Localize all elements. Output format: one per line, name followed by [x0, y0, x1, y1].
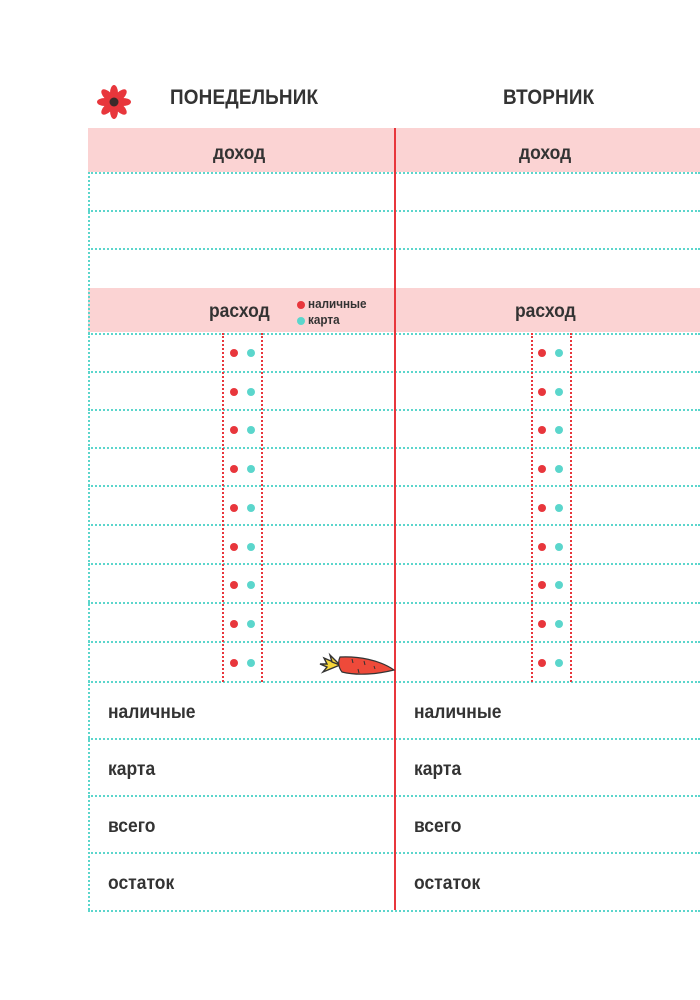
cash-marker[interactable]: [538, 504, 546, 512]
card-marker[interactable]: [247, 504, 255, 512]
left-border: [88, 172, 90, 910]
cash-marker[interactable]: [230, 504, 238, 512]
card-marker[interactable]: [555, 581, 563, 589]
cash-marker[interactable]: [538, 581, 546, 589]
card-marker[interactable]: [247, 659, 255, 667]
cash-marker[interactable]: [230, 426, 238, 434]
cash-marker[interactable]: [538, 659, 546, 667]
cash-marker[interactable]: [230, 620, 238, 628]
cash-marker[interactable]: [230, 543, 238, 551]
cash-marker[interactable]: [538, 620, 546, 628]
cash-marker[interactable]: [538, 426, 546, 434]
expense-label-tuesday: расход: [515, 301, 576, 322]
cash-marker[interactable]: [538, 465, 546, 473]
income-label-tuesday: доход: [519, 143, 572, 164]
summary-cash-tuesday: наличные: [414, 702, 502, 723]
carrot-icon: [318, 652, 396, 678]
cash-marker[interactable]: [230, 349, 238, 357]
summary-card-tuesday: карта: [414, 759, 462, 780]
cash-marker[interactable]: [230, 659, 238, 667]
legend-cash-label: наличные: [308, 296, 367, 311]
marker-column-border: [261, 333, 263, 682]
marker-column-border: [222, 333, 224, 682]
card-marker[interactable]: [247, 465, 255, 473]
card-marker[interactable]: [555, 388, 563, 396]
day-title-tuesday: ВТОРНИК: [503, 86, 595, 109]
legend-card-dot: [297, 317, 305, 325]
summary-remainder-tuesday: остаток: [414, 873, 481, 894]
summary-line: [88, 910, 700, 912]
marker-column-border: [570, 333, 572, 682]
card-marker[interactable]: [247, 620, 255, 628]
card-marker[interactable]: [555, 543, 563, 551]
summary-cash-monday: наличные: [108, 702, 196, 723]
card-marker[interactable]: [555, 504, 563, 512]
expense-label-monday: расход: [209, 301, 270, 322]
income-label-monday: доход: [213, 143, 266, 164]
marker-column-border: [531, 333, 533, 682]
card-marker[interactable]: [247, 581, 255, 589]
card-marker[interactable]: [555, 426, 563, 434]
cash-marker[interactable]: [230, 581, 238, 589]
flower-icon: [96, 84, 132, 120]
card-marker[interactable]: [555, 620, 563, 628]
cash-marker[interactable]: [538, 543, 546, 551]
card-marker[interactable]: [555, 659, 563, 667]
card-marker[interactable]: [247, 543, 255, 551]
day-title-monday: ПОНЕДЕЛЬНИК: [170, 86, 319, 109]
summary-remainder-monday: остаток: [108, 873, 175, 894]
cash-marker[interactable]: [538, 388, 546, 396]
card-marker[interactable]: [555, 349, 563, 357]
cash-marker[interactable]: [230, 388, 238, 396]
legend-cash-dot: [297, 301, 305, 309]
summary-card-monday: карта: [108, 759, 156, 780]
cash-marker[interactable]: [230, 465, 238, 473]
card-marker[interactable]: [247, 426, 255, 434]
card-marker[interactable]: [555, 465, 563, 473]
summary-total-monday: всего: [108, 816, 156, 837]
legend-card-label: карта: [308, 312, 340, 327]
cash-marker[interactable]: [538, 349, 546, 357]
summary-total-tuesday: всего: [414, 816, 462, 837]
card-marker[interactable]: [247, 388, 255, 396]
card-marker[interactable]: [247, 349, 255, 357]
day-divider: [394, 128, 396, 910]
